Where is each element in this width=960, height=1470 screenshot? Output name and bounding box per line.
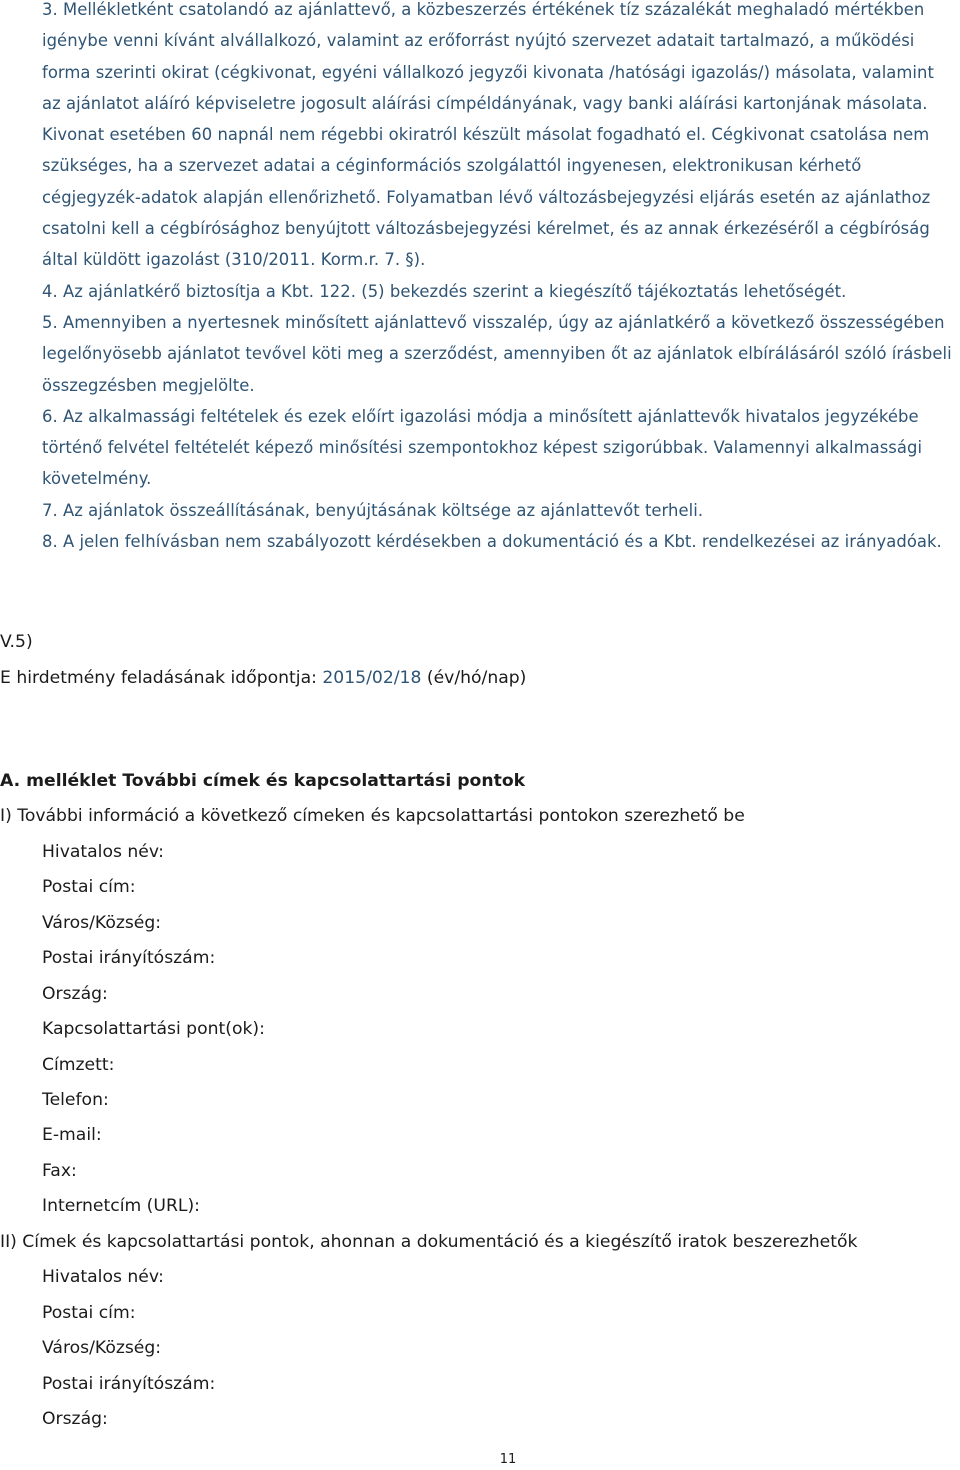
part1-field-fax: Fax: — [42, 1161, 77, 1181]
page-number: 11 — [499, 1452, 517, 1467]
part2-field-postal-code: Postai irányítószám: — [42, 1374, 216, 1394]
part2-field-country: Ország: — [42, 1409, 108, 1429]
part1-field-url: Internetcím (URL): — [42, 1196, 200, 1216]
part1-field-official-name: Hivatalos név: — [42, 842, 164, 862]
part2-field-city: Város/Község: — [42, 1338, 162, 1358]
part2-field-official-name: Hivatalos név: — [42, 1267, 164, 1287]
part1-field-email: E-mail: — [42, 1125, 102, 1145]
conditions-list — [42, 0, 957, 557]
part1-field-phone: Telefon: — [42, 1090, 109, 1110]
part1-field-contact-points: Kapcsolattartási pont(ok): — [42, 1019, 265, 1039]
part2-field-postal-address: Postai cím: — [42, 1303, 136, 1323]
part1-field-country: Ország: — [42, 984, 108, 1004]
condition-item-6: 6. Az alkalmassági feltételek és ezek előírt igazolási módja a minősített ajánlattevők hivatalos jegyzékébe történő felvétel feltételét képező minősítési szempontokhoz képest szigorúbbak. Valamennyi alkalmassági követelmény. — [42, 406, 923, 489]
condition-item-7: 7. Az ajánlatok összeállításának, benyújtásának költsége az ajánlattevőt terheli. — [42, 500, 704, 520]
part1-field-city: Város/Község: — [42, 913, 162, 933]
condition-item-3: 3. Mellékletként csatolandó az ajánlattevő, a közbeszerzés értékének tíz százalékát meghaladó mértékben igénybe venni kívánt alvállalkozó, valamint az erőforrást nyújtó szervezet adatait tartalmazó, a működési forma szerinti okirat (cégkivonat, egyéni vállalkozó jegyzői kivonata /hatósági igazolás/) másolata, valamint az ajánlatot aláíró képviseletre jogosult aláírási címpéldányának, vagy banki aláírási kartonjának másolata. Kivonat esetében 60 napnál nem régebbi okiratról készült másolat fogadható el. Cégkivonat csatolása nem szükséges, ha a szervezet adatai a céginformációs szolgálattól ingyenesen, elektronikusan kérhető cégjegyzék-adatok alapján ellenőrizhető. Folyamatban lévő változásbejegyzési eljárás esetén az ajánlathoz csatolni kell a cégbírósághoz benyújtott változásbejegyzési kérelmet, és az annak érkezéséről a cégbíróság által küldött igazolást (310/2011. Korm.r. 7. §). — [42, 0, 934, 270]
dispatch-date-label: E hirdetmény feladásának időpontja: — [0, 668, 317, 688]
part1-field-postal-code: Postai irányítószám: — [42, 948, 216, 968]
part1-field-postal-address: Postai cím: — [42, 877, 136, 897]
part1-field-recipient: Címzett: — [42, 1055, 115, 1075]
part1-heading: I) További információ a következő címeken és kapcsolattartási pontokon szerezhető be — [0, 806, 745, 826]
condition-item-8: 8. A jelen felhívásban nem szabályozott kérdésekben a dokumentáció és a Kbt. rendelkezései az irányadóak. — [42, 532, 942, 552]
dispatch-date-format: (év/hó/nap) — [426, 668, 527, 688]
section-v5-label: V.5) — [0, 632, 33, 652]
part2-heading: II) Címek és kapcsolattartási pontok, ahonnan a dokumentáció és a kiegészítő iratok beszerezhetők — [0, 1232, 858, 1252]
dispatch-date-line — [0, 667, 526, 689]
condition-item-5: 5. Amennyiben a nyertesnek minősített ajánlattevő visszalép, úgy az ajánlatkérő a következő összességében legelőnyösebb ajánlatot tevővel köti meg a szerződést, amennyiben őt az ajánlatok elbírálásáról szóló írásbeli összegzésben megjelölte. — [42, 312, 952, 395]
dispatch-date-value: 2015/02/18 — [322, 668, 422, 688]
annex-title: A. melléklet További címek és kapcsolattartási pontok — [0, 771, 526, 791]
condition-item-4: 4. Az ajánlatkérő biztosítja a Kbt. 122. (5) bekezdés szerint a kiegészítő tájékoztatás lehetőségét. — [42, 281, 847, 301]
